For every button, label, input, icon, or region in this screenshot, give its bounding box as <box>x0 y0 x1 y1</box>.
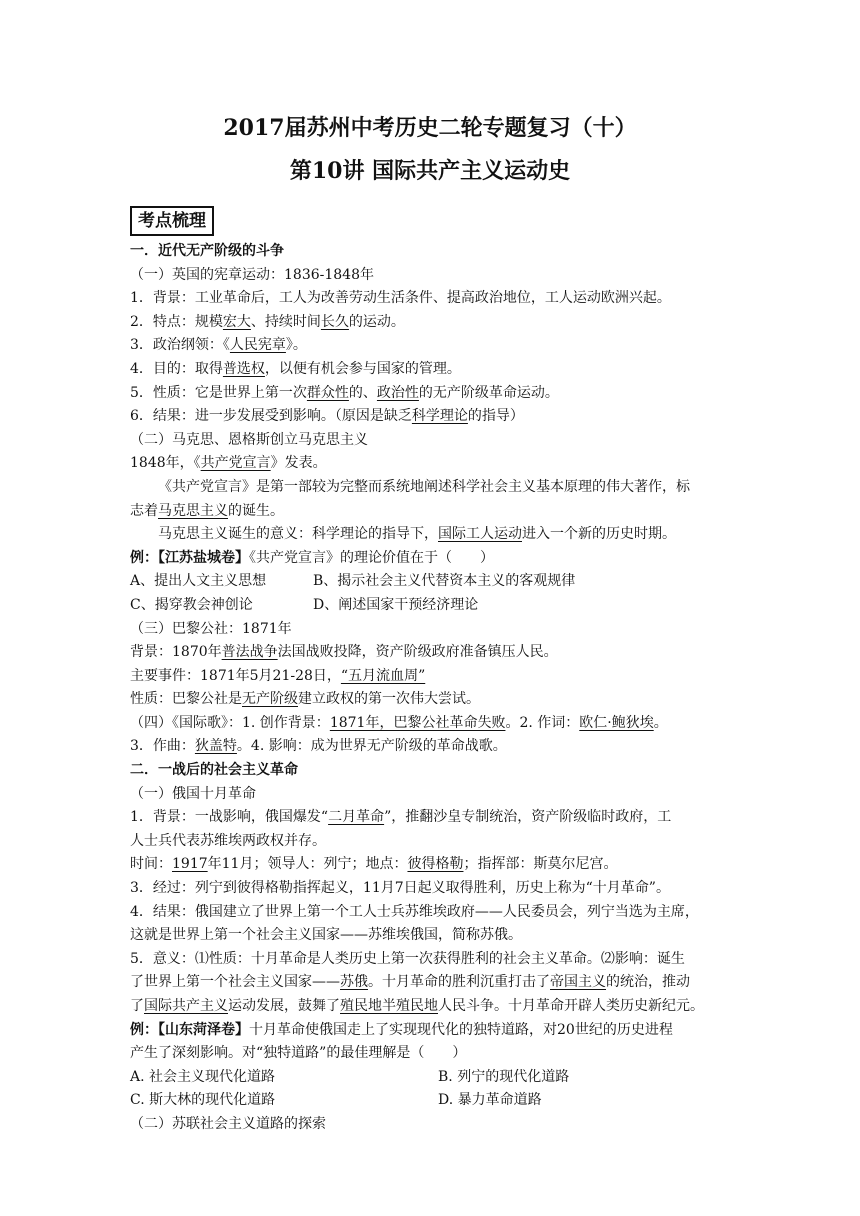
paragraph-line: 5．意义：⑴性质：十月革命是人类历史上第一次获得胜利的社会主义革命。⑵影响：诞生 <box>130 950 685 967</box>
subsection-heading: （一）英国的宪章运动：1836-1848年 <box>130 266 374 283</box>
lecture-title: 第10讲 国际共产主义运动史 <box>289 158 571 184</box>
paragraph-line: 6．结果：进一步发展受到影响。（原因是缺乏科学理论的指导） <box>130 408 524 425</box>
paragraph-line: 3．经过：列宁到彼得格勒指挥起义，11月7日起义取得胜利，历史上称为“十月革命”。 <box>130 880 670 897</box>
section-box-heading: 考点梳理 <box>130 206 214 236</box>
paragraph-line: 1．背景：一战影响，俄国爆发“二月革命”，推翻沙皇专制统治，资产阶级临时政府，工 <box>130 809 672 826</box>
answer-options: C. 斯大林的现代化道路 D. 暴力革命道路 <box>130 1092 542 1109</box>
answer-options: C、揭穿教会神创论 D、阐述国家干预经济理论 <box>130 596 479 613</box>
paragraph-line: 马克思主义诞生的意义：科学理论的指导下，国际工人运动进入一个新的历史时期。 <box>158 526 676 543</box>
paragraph-line: 《共产党宣言》是第一部较为完整而系统地阐述科学社会主义基本原理的伟大著作，标 <box>158 478 690 495</box>
paragraph-line: 时间：1917年11月；领导人：列宁；地点：彼得格勒；指挥部：斯莫尔尼宫。 <box>130 856 618 873</box>
paragraph-line: 背景：1870年普法战争法国战败投降，资产阶级政府准备镇压人民。 <box>130 644 558 661</box>
section-heading: 一．近代无产阶级的斗争 <box>130 243 284 259</box>
example-question: 产生了深刻影响。对“独特道路”的最佳理解是（ ） <box>130 1045 467 1062</box>
paragraph-line: 4．结果：俄国建立了世界上第一个工人士兵苏维埃政府——人民委员会，列宁当选为主席， <box>130 903 699 920</box>
paragraph-line: 1848年，《共产党宣言》发表。 <box>130 455 327 472</box>
answer-options: A. 社会主义现代化道路 B. 列宁的现代化道路 <box>130 1068 570 1085</box>
subsection-heading: （三）巴黎公社：1871年 <box>130 620 292 637</box>
paragraph-line: 性质：巴黎公社是无产阶级建立政权的第一次伟大尝试。 <box>130 691 480 708</box>
subsection-heading: （二）马克思、恩格斯创立马克思主义 <box>130 431 368 448</box>
document-body <box>130 240 742 1137</box>
paragraph-line: 人士兵代表苏维埃两政权并存。 <box>130 832 326 849</box>
paragraph-line: （四）《国际歌》：1. 创作背景：1871年，巴黎公社革命失败。2. 作词：欧仁·鲍狄埃。 <box>130 714 668 731</box>
document-title: 2017届苏州中考历史二轮专题复习（十） <box>223 115 637 141</box>
paragraph-line: 4．目的：取得普选权，以便有机会参与国家的管理。 <box>130 360 461 377</box>
paragraph-line: 3．作曲：狄盖特。4. 影响：成为世界无产阶级的革命战歌。 <box>130 738 507 755</box>
paragraph-line: 1．背景：工业革命后，工人为改善劳动生活条件、提高政治地位，工人运动欧洲兴起。 <box>130 290 671 307</box>
example-question: 例：【江苏盐城卷】《共产党宣言》的理论价值在于（ ） <box>130 549 494 566</box>
paragraph-line: 了国际共产主义运动发展，鼓舞了殖民地半殖民地人民斗争。十月革命开辟人类历史新纪元。 <box>130 998 704 1014</box>
subsection-heading: （二）苏联社会主义道路的探索 <box>130 1115 326 1132</box>
section-heading: 二．一战后的社会主义革命 <box>130 762 298 779</box>
answer-options: A、提出人文主义思想 B、揭示社会主义代替资本主义的客观规律 <box>130 573 576 590</box>
paragraph-line: 5．性质：它是世界上第一次群众性的、政治性的无产阶级革命运动。 <box>130 384 559 401</box>
subsection-heading: （一）俄国十月革命 <box>130 785 256 802</box>
paragraph-line: 了世界上第一个社会主义国家——苏俄。十月革命的胜利沉重打击了帝国主义的统治，推动 <box>130 974 690 991</box>
paragraph-line: 2．特点：规模宏大、持续时间长久的运动。 <box>130 313 405 330</box>
example-question: 例：【山东菏泽卷】十月革命使俄国走上了实现现代化的独特道路，对20世纪的历史进程 <box>130 1021 673 1038</box>
paragraph-line: 3．政治纲领：《人民宪章》。 <box>130 337 307 354</box>
paragraph-line: 志着马克思主义的诞生。 <box>130 502 284 519</box>
paragraph-line: 主要事件：1871年5月21-28日，“五月流血周” <box>130 667 426 684</box>
paragraph-line: 这就是世界上第一个社会主义国家——苏维埃俄国，简称苏俄。 <box>130 927 522 944</box>
